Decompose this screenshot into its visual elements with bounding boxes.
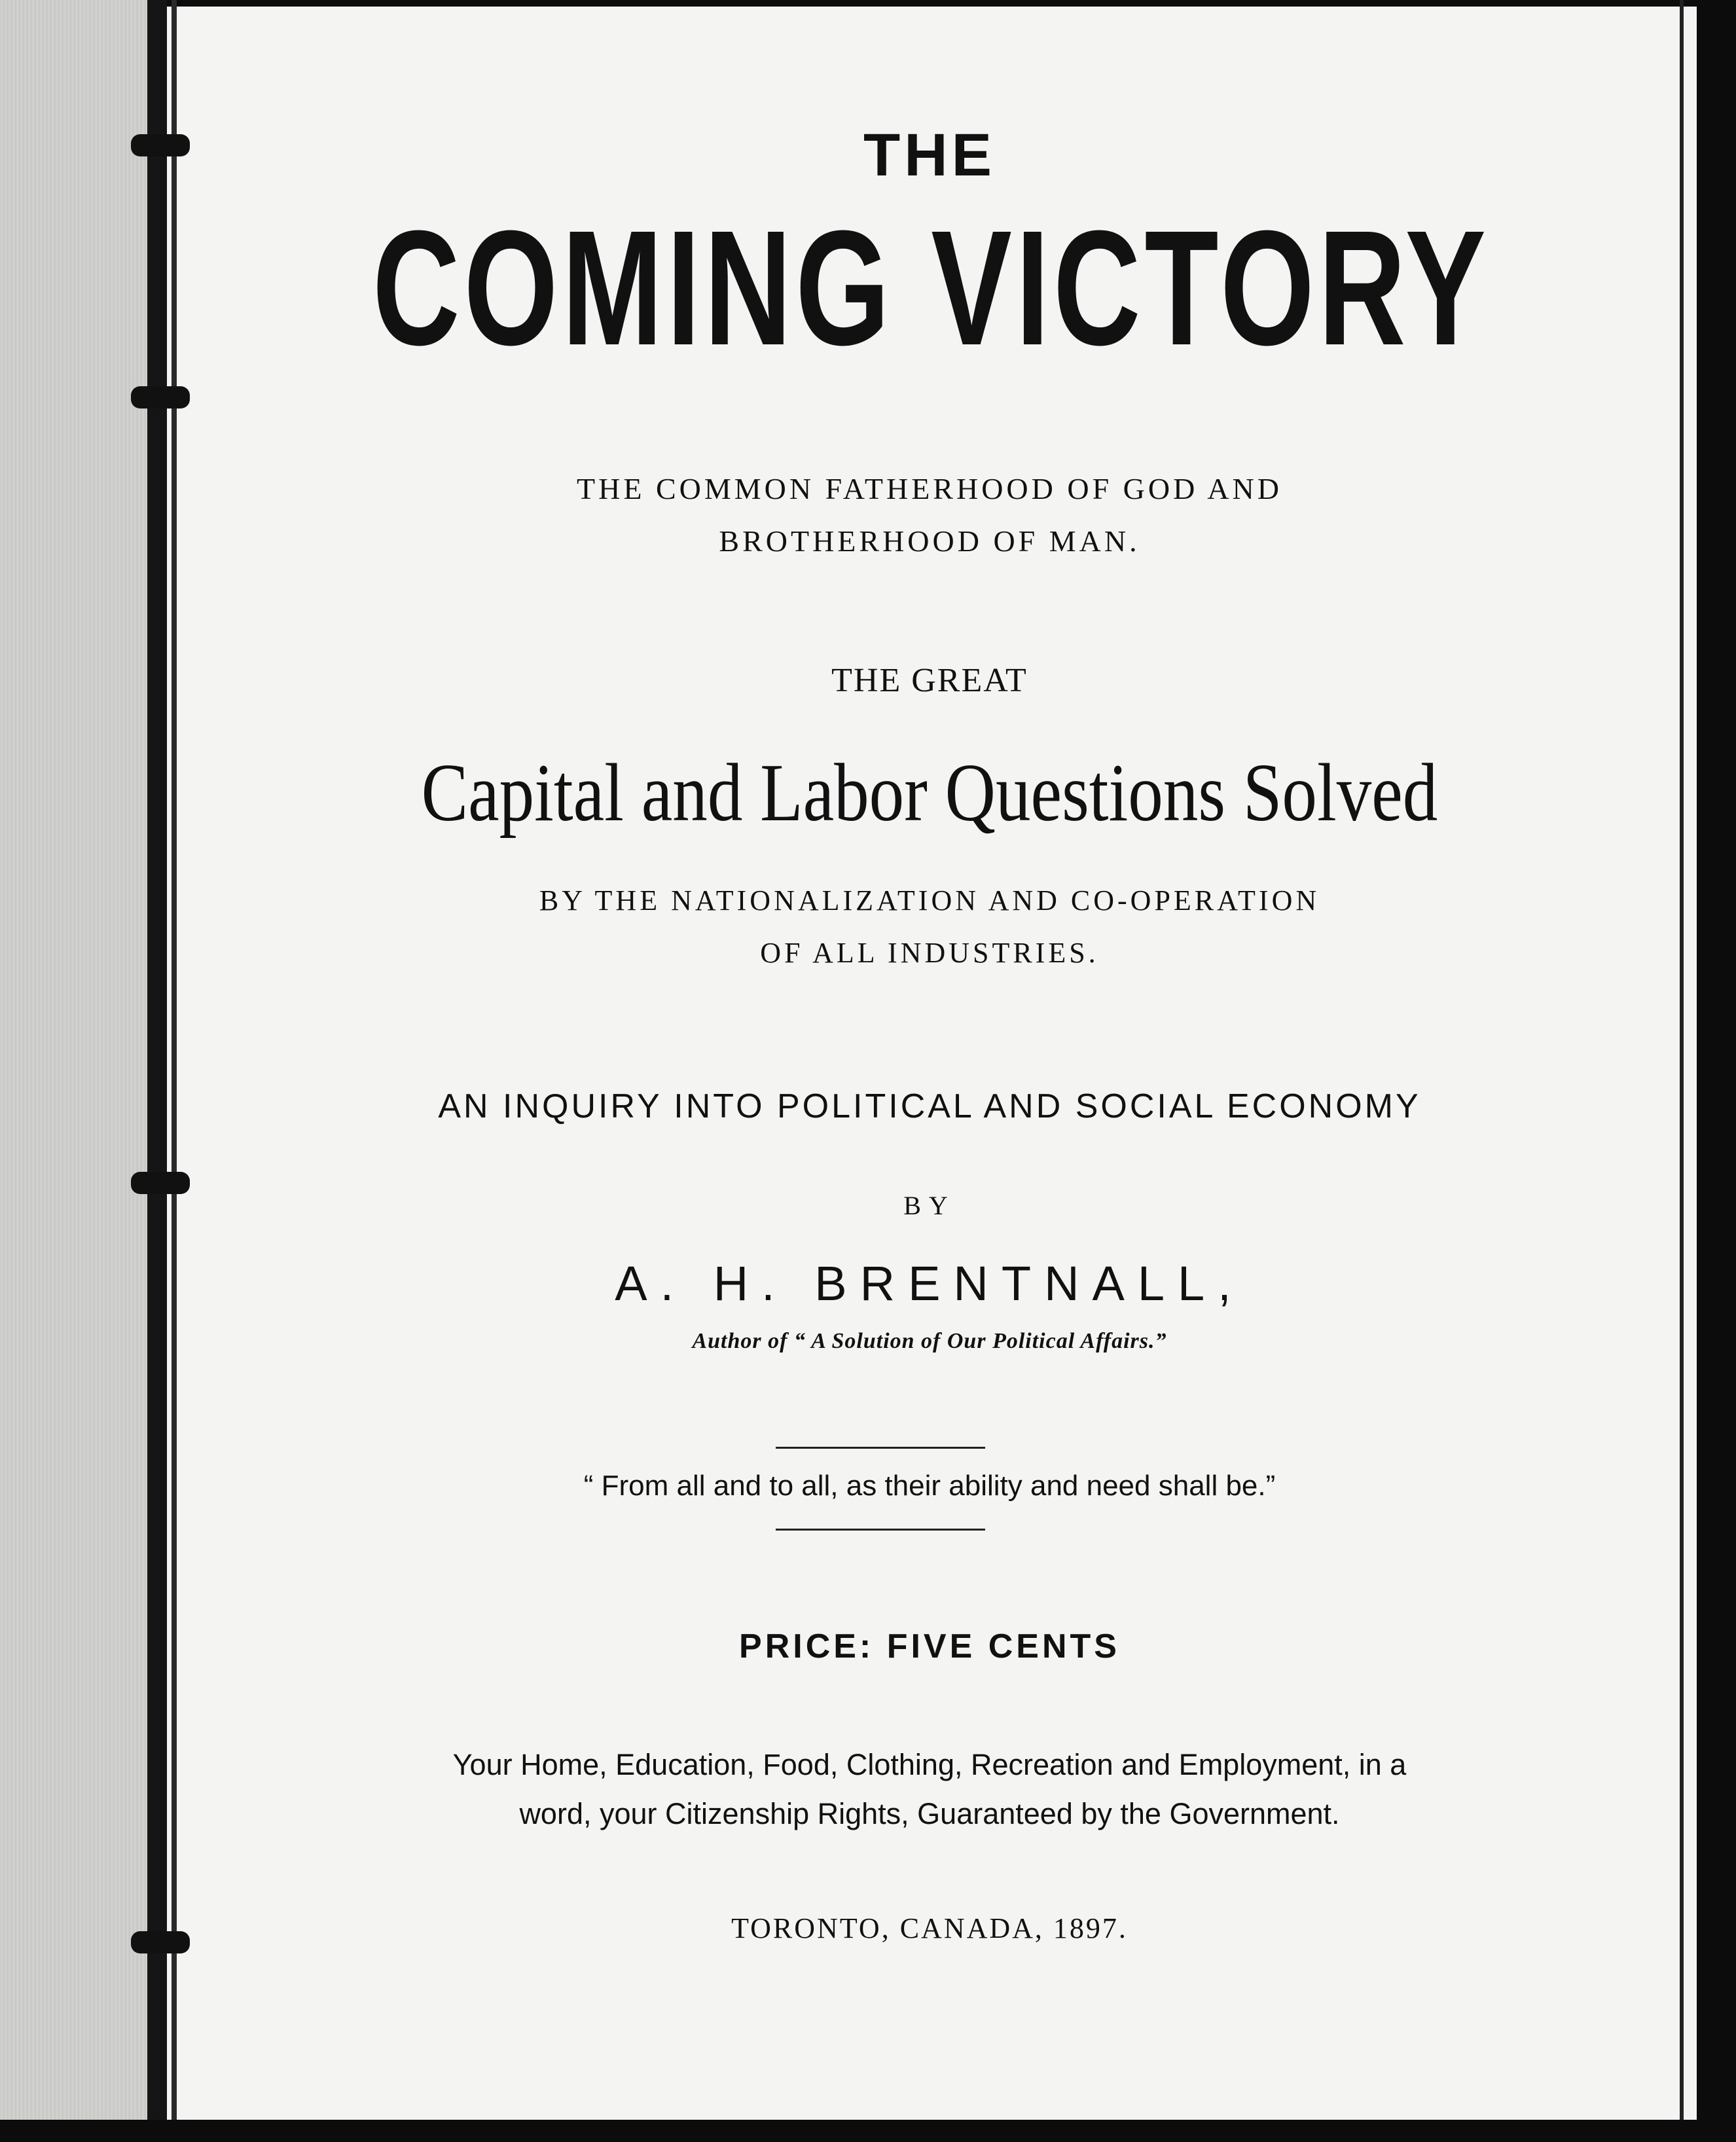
scan-right-border bbox=[1697, 0, 1736, 2142]
divider-top bbox=[776, 1447, 985, 1449]
the-great-label: THE GREAT bbox=[831, 662, 1028, 699]
book-title: COMING VICTORY bbox=[372, 196, 1490, 379]
spine-edge bbox=[147, 0, 167, 2142]
subtitle-line-2: BROTHERHOOD OF MAN. bbox=[719, 524, 1140, 558]
binding-margin bbox=[0, 0, 147, 2142]
divider-bottom bbox=[776, 1529, 985, 1531]
method-line-2: OF ALL INDUSTRIES. bbox=[760, 937, 1099, 969]
inquiry-line: AN INQUIRY INTO POLITICAL AND SOCIAL ECONOMY bbox=[438, 1087, 1421, 1125]
imprint-line: TORONTO, CANADA, 1897. bbox=[731, 1912, 1128, 1944]
by-label: BY bbox=[903, 1191, 956, 1220]
subtitle-line-1: THE COMMON FATHERHOOD OF GOD AND bbox=[577, 472, 1282, 505]
rights-line-1: Your Home, Education, Food, Clothing, Recreation and Employment, in a bbox=[452, 1748, 1407, 1781]
main-heading: Capital and Labor Questions Solved bbox=[421, 748, 1438, 839]
author-note: Author of “ A Solution of Our Political Affairs.” bbox=[692, 1329, 1167, 1353]
title-page bbox=[177, 0, 1682, 2142]
rights-line-2: word, your Citizenship Rights, Guaranteed by the Government. bbox=[519, 1797, 1340, 1830]
spine-edge-inner bbox=[172, 0, 177, 2142]
method-line-1: BY THE NATIONALIZATION AND CO-OPERATION bbox=[539, 884, 1320, 917]
author-name: A. H. BRENTNALL, bbox=[615, 1256, 1244, 1311]
motto-quote: “ From all and to all, as their ability and need shall be.” bbox=[583, 1470, 1276, 1502]
title-article: THE bbox=[863, 122, 996, 189]
price-line: PRICE: FIVE CENTS bbox=[739, 1627, 1120, 1665]
